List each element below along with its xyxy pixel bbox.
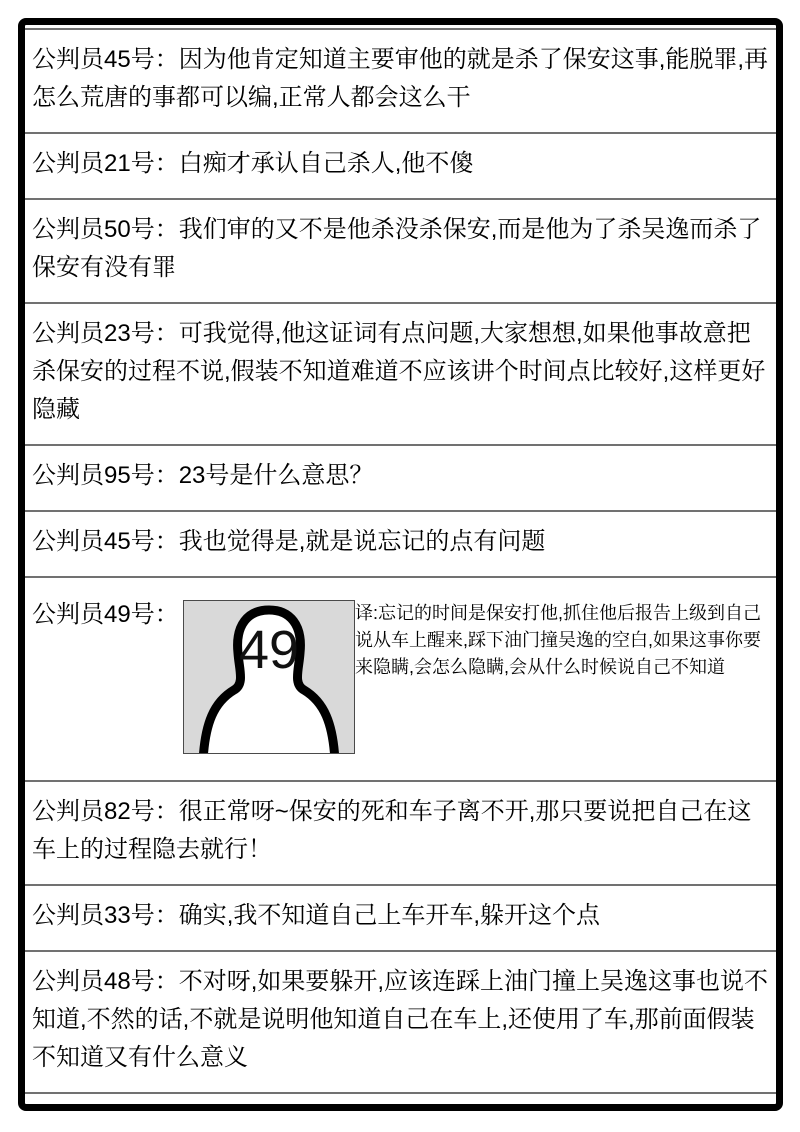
speech-content: 我们审的又不是他杀没杀保安,而是他为了杀吴逸而杀了保安有没有罪 [32,216,762,281]
speaker-label: 公判员23号： [32,320,179,347]
speaker-label: 公判员48号： [32,968,179,995]
speech-text [32,793,772,869]
speaker-label: 公判员21号： [32,150,179,177]
speech-row [25,512,776,578]
speech-row-with-figure [25,578,776,782]
speech-row [25,886,776,952]
speech-text [32,963,772,1077]
speech-row [25,304,776,446]
speech-content: 可我觉得,他这证词有点问题,大家想想,如果他事故意把杀保安的过程不说,假装不知道难道不应该讲个时间点比较好,这样更好隐藏 [32,320,766,423]
speech-row [25,200,776,304]
figure-number: 49 [238,620,300,680]
speaker-label: 公判员45号： [32,46,179,73]
person-silhouette-icon [184,601,354,753]
speech-row [25,782,776,886]
speech-text [32,145,772,183]
speech-row [25,952,776,1094]
speech-row [25,30,776,134]
speaker-label: 公判员49号： [32,601,179,628]
speech-text [32,315,772,429]
juror-49-figure [183,600,355,754]
translation-text: 译:忘记的时间是保安打他,抓住他后报告上级到自己说从车上醒来,踩下油门撞吴逸的空白,如果这事你要来隐瞒,会怎么隐瞒,会从什么时候说自己不知道 [355,603,761,677]
transcript-panel [18,18,783,1111]
speech-row [25,446,776,512]
transcript-table [25,28,776,1094]
speech-text [32,523,772,561]
speech-content: 我也觉得是,就是说忘记的点有问题 [178,528,546,555]
speech-content: 白痴才承认自己杀人,他不傻 [178,150,474,177]
speaker-label: 公判员82号： [32,798,179,825]
speech-text [32,457,772,495]
speech-content: 不对呀,如果要躲开,应该连踩上油门撞上吴逸这事也说不知道,不然的话,不就是说明他知道自己在车上,还使用了车,那前面假装不知道又有什么意义 [32,968,769,1071]
speech-text [32,41,772,117]
speaker-label: 公判员95号： [32,462,179,489]
speech-content: 23号是什么意思？ [178,462,374,489]
speaker-label: 公判员45号： [32,528,179,555]
speech-text [32,897,772,935]
speech-row [25,134,776,200]
speech-content: 很正常呀~保安的死和车子离不开,那只要说把自己在这车上的过程隐去就行！ [32,798,752,863]
speaker-label: 公判员33号： [32,902,179,929]
speech-content: 因为他肯定知道主要审他的就是杀了保安这事,能脱罪,再怎么荒唐的事都可以编,正常人都会这么干 [32,46,769,111]
speech-content: 确实,我不知道自己上车开车,躲开这个点 [178,902,601,929]
speech-text [32,211,772,287]
speaker-label: 公判员50号： [32,216,179,243]
